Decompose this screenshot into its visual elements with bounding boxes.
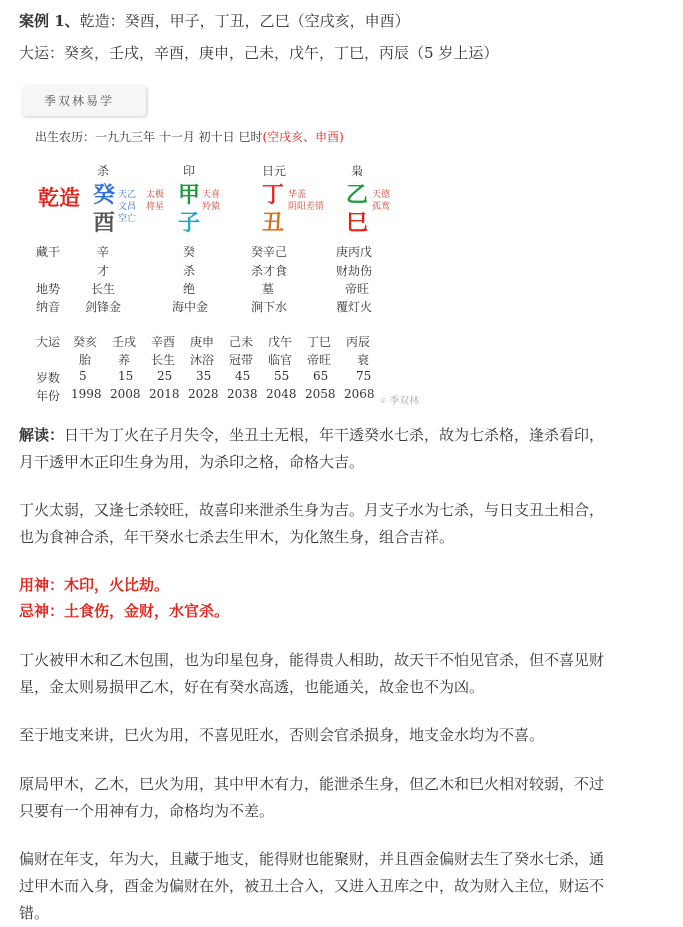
- dayun-1: 癸亥: [73, 335, 98, 349]
- para5-line2: 只要有一个用神有力，命格均为不差。: [19, 802, 275, 820]
- age-7: 65: [313, 369, 329, 383]
- para6-line1: 偏财在年支，年为大，且藏于地支，能得财也能聚财，并且酉金偏财去生了癸水七杀，通: [19, 850, 605, 868]
- para2-line1: 丁火太弱，又逢七杀较旺，故喜印来泄杀生身为吉。月支子水为七杀，与日支丑土相合，: [19, 501, 605, 519]
- dayun-label: 大运: [36, 335, 61, 349]
- canggan-hour: 庚丙戊: [336, 245, 373, 259]
- dishi-hour: 帝旺: [345, 282, 370, 296]
- shensha-month-1: 天喜: [202, 190, 221, 200]
- god-day: 日元: [262, 164, 287, 178]
- case-bazi: 乾造：癸酉，甲子，丁丑，乙巳（空戌亥，申酉）: [79, 12, 410, 30]
- canggan-month: 癸: [183, 245, 196, 259]
- watermark-icon: ⌾: [380, 396, 390, 407]
- shensha-hour-2: 孤鸾: [372, 202, 391, 212]
- nayin-hour: 覆灯火: [336, 300, 373, 314]
- stem-hour: 乙: [346, 182, 369, 208]
- canggan-day: 癸辛己: [251, 245, 288, 259]
- birth-void: (空戌亥、申酉): [262, 130, 344, 144]
- year-7: 2058: [305, 387, 336, 401]
- case-title: [19, 10, 410, 31]
- stage-7: 帝旺: [307, 353, 332, 367]
- para3-line1: 丁火被甲木和乙木包围，也为印星包身，能得贵人相助，故天干不怕见官杀，但不喜见财: [19, 651, 605, 669]
- brand-badge: [22, 86, 146, 116]
- age-3: 25: [157, 369, 173, 383]
- stage-5: 冠带: [229, 353, 254, 367]
- dayun-3: 辛酉: [151, 335, 176, 349]
- nayin-day: 涧下水: [251, 300, 288, 314]
- brand-text: 季双林易学: [44, 94, 115, 108]
- stem-day: 丁: [262, 182, 285, 208]
- year-6: 2048: [266, 387, 297, 401]
- paragraph-4: [19, 722, 669, 749]
- bazi-chart: [0, 80, 683, 407]
- para5-line1: 原局甲木，乙木，巳火为用，其中甲木有力，能泄杀生身，但乙木和巳火相对较弱，不过: [19, 775, 605, 793]
- branch-day: 丑: [262, 210, 285, 236]
- dishi-year: 长生: [91, 282, 116, 296]
- age-5: 45: [235, 369, 251, 383]
- shensha-day-1: 华盖: [288, 190, 307, 200]
- stage-8: 衰: [357, 353, 370, 367]
- shishen-day: 杀才食: [251, 264, 288, 278]
- birth-info: [35, 128, 344, 145]
- para1-line1: [19, 422, 669, 449]
- shensha-year-4: 太极: [146, 190, 165, 200]
- canggan-label: 藏干: [36, 245, 61, 259]
- dishi-day: 墓: [262, 282, 275, 296]
- shensha-year-5: 将星: [146, 202, 165, 212]
- para3-line2: 星，金太则易损甲乙木，好在有癸水高透，也能通关，故金也不为凶。: [19, 678, 485, 696]
- paragraph-6: [19, 846, 669, 927]
- yongshen-block: [19, 572, 669, 624]
- stage-1: 胎: [79, 353, 92, 367]
- dayun-4: 庚申: [190, 335, 215, 349]
- dishi-month: 绝: [183, 282, 196, 296]
- stage-2: 养: [118, 353, 131, 367]
- god-year: 杀: [97, 164, 110, 178]
- shensha-hour-1: 天德: [372, 190, 391, 200]
- age-6: 55: [274, 369, 290, 383]
- shensha-year-2: 文昌: [118, 202, 137, 212]
- age-4: 35: [196, 369, 212, 383]
- branch-year: 酉: [93, 210, 116, 236]
- dayun-line: 大运：癸亥，壬戌，辛酉，庚申，己未，戊午，丁巳，丙辰（5 岁上运）: [19, 44, 499, 62]
- yongshen-line: 用神：木印，火比劫。: [19, 576, 170, 594]
- birth-date: 出生农历：一九九三年 十一月 初十日 巳时: [35, 130, 263, 144]
- shensha-year-1: 天乙: [118, 190, 137, 200]
- paragraph-5: [19, 771, 669, 825]
- para2-line2: 也为食神合杀，年干癸水七杀去生甲木，为化煞生身，组合吉祥。: [19, 528, 455, 546]
- nayin-year: 剑锋金: [85, 300, 122, 314]
- dayun-6: 戊午: [268, 335, 293, 349]
- year-1: 1998: [71, 387, 102, 401]
- para6-line3: 错。: [19, 904, 50, 922]
- paragraph-interpretation: [19, 422, 669, 476]
- stage-4: 沐浴: [190, 353, 215, 367]
- shishen-hour: 财劫伤: [336, 264, 373, 278]
- year-5: 2038: [227, 387, 258, 401]
- dayun-7: 丁巳: [307, 335, 332, 349]
- shensha-year-3: 空亡: [118, 214, 137, 224]
- branch-month: 子: [178, 210, 201, 236]
- age-2: 15: [118, 369, 134, 383]
- para6-line2: 过甲木而入身，酉金为偏财在外，被丑土合入，又进入丑库之中，故为财入主位，财运不: [19, 877, 605, 895]
- year-3: 2018: [149, 387, 180, 401]
- canggan-year: 辛: [97, 245, 110, 259]
- shishen-month: 杀: [183, 264, 196, 278]
- god-hour: 枭: [351, 164, 364, 178]
- paragraph-2: [19, 497, 669, 551]
- age-8: 75: [356, 369, 372, 383]
- para1-line2: 月干透甲木正印生身为用，为杀印之格，命格大吉。: [19, 453, 365, 471]
- branch-hour: 巳: [346, 210, 369, 236]
- year-8: 2068: [344, 387, 375, 401]
- year-2: 2008: [110, 387, 141, 401]
- gender-label: 乾造: [38, 185, 80, 210]
- dayun-5: 己未: [229, 335, 254, 349]
- stem-month: 甲: [178, 182, 201, 208]
- watermark-text: 季双林: [389, 396, 420, 407]
- dayun-8: 丙辰: [346, 335, 371, 349]
- shishen-year: 才: [97, 264, 110, 278]
- paragraph-3: [19, 647, 669, 701]
- watermark: [380, 389, 419, 408]
- stage-3: 长生: [151, 353, 176, 367]
- stem-year: 癸: [93, 182, 116, 208]
- year-4: 2028: [188, 387, 219, 401]
- nayin-label: 纳音: [36, 300, 61, 314]
- case-number: 案例 1、: [19, 12, 80, 30]
- nayin-month: 海中金: [172, 300, 209, 314]
- shensha-day-2: 阴阳差错: [288, 202, 325, 212]
- age-label: 岁数: [36, 371, 61, 385]
- dayun-2: 壬戌: [112, 335, 137, 349]
- stage-6: 临官: [268, 353, 293, 367]
- dishi-label: 地势: [36, 282, 61, 296]
- shensha-month-2: 羚猿: [202, 202, 221, 212]
- age-1: 5: [79, 369, 87, 383]
- god-month: 印: [183, 164, 196, 178]
- jishen-line: 忌神：土食伤，金财，水官杀。: [19, 602, 230, 620]
- para4-line1: 至于地支来讲，巳火为用，不喜见旺水，否则会官杀损身，地支金水均为不喜。: [19, 726, 545, 744]
- interpretation-label: 解读：: [19, 426, 65, 444]
- year-label: 年份: [36, 389, 61, 403]
- para1-text1: 日干为丁火在子月失令，坐丑土无根，年干透癸水七杀，故为七杀格，逢杀看印，: [64, 426, 605, 444]
